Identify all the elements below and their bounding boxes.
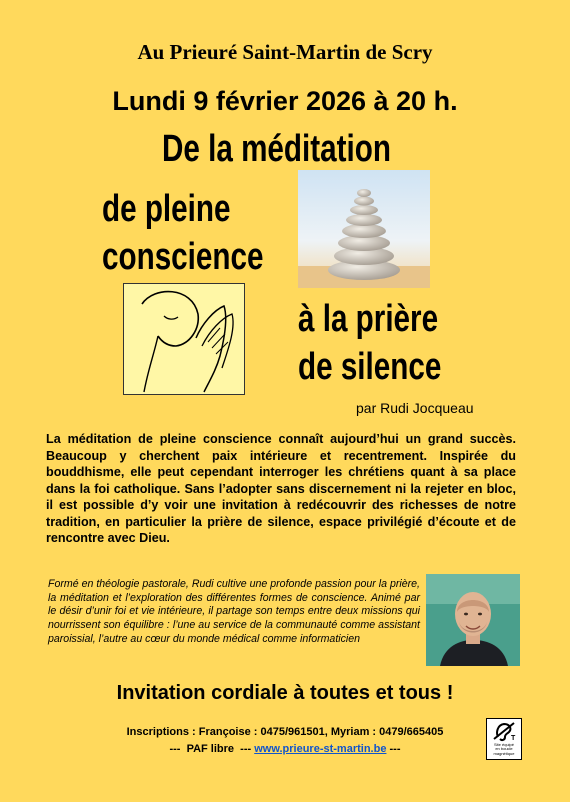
paf-label: --- PAF libre --- — [169, 743, 252, 755]
website-link[interactable]: www.prieure-st-martin.be — [254, 743, 387, 755]
svg-text:T: T — [511, 735, 516, 742]
title-line-3: conscience — [102, 236, 264, 278]
event-date: Lundi 9 février 2026 à 20 h. — [112, 86, 458, 116]
hearing-loop-badge — [486, 718, 522, 760]
hearing-loop-caption: Site équipé en boucle magnétique — [493, 742, 515, 756]
stacked-stones-image — [298, 170, 430, 288]
author-portrait — [426, 574, 520, 666]
intro-paragraph: La méditation de pleine conscience connaît aujourd’hui un grand succès. Beaucoup y cherchent paix intérieure et recentrement. Inspirée du bouddhisme, elle peut cependant interroger les chrétiens quant à sa place dans la foi catholique. Sans l’adopter sans discernement ni la rejeter en bloc, il est possible d’y voir une invitation à redécouvrir des richesses de notre tradition, en particulier la prière de silence, espace privilégié d’écoute et de rencontre avec Dieu. — [46, 432, 516, 545]
trailing-dashes: --- — [389, 743, 401, 755]
author-bio: Formé en théologie pastorale, Rudi cultive une profonde passion pour la prière, la méditation et l’exploration des différentes formes de conscience. Animé par le désir d’unir foi et vie intérieure, il partage son temps entre deux missions qui nourrissent son équilibre : l’une au service de la communauté comme assistant paroissial, l’autre au cœur du monde médical comme informaticien — [48, 578, 420, 645]
title-line-1: De la méditation — [162, 128, 391, 170]
invitation-line: Invitation cordiale à toutes et tous ! — [116, 682, 454, 704]
title-line-4: à la prière — [298, 298, 439, 340]
praying-person-drawing — [123, 283, 245, 395]
author-credit: par Rudi Jocqueau — [356, 400, 474, 416]
hearing-loop-icon — [487, 719, 521, 743]
venue-heading: Au Prieuré Saint-Martin de Scry — [137, 40, 433, 64]
registration-contacts: Inscriptions : Françoise : 0475/961501, Myriam : 0479/665405 — [126, 726, 444, 738]
footer-line — [0, 743, 570, 755]
title-line-2: de pleine — [102, 188, 231, 230]
title-line-5: de silence — [298, 346, 442, 388]
